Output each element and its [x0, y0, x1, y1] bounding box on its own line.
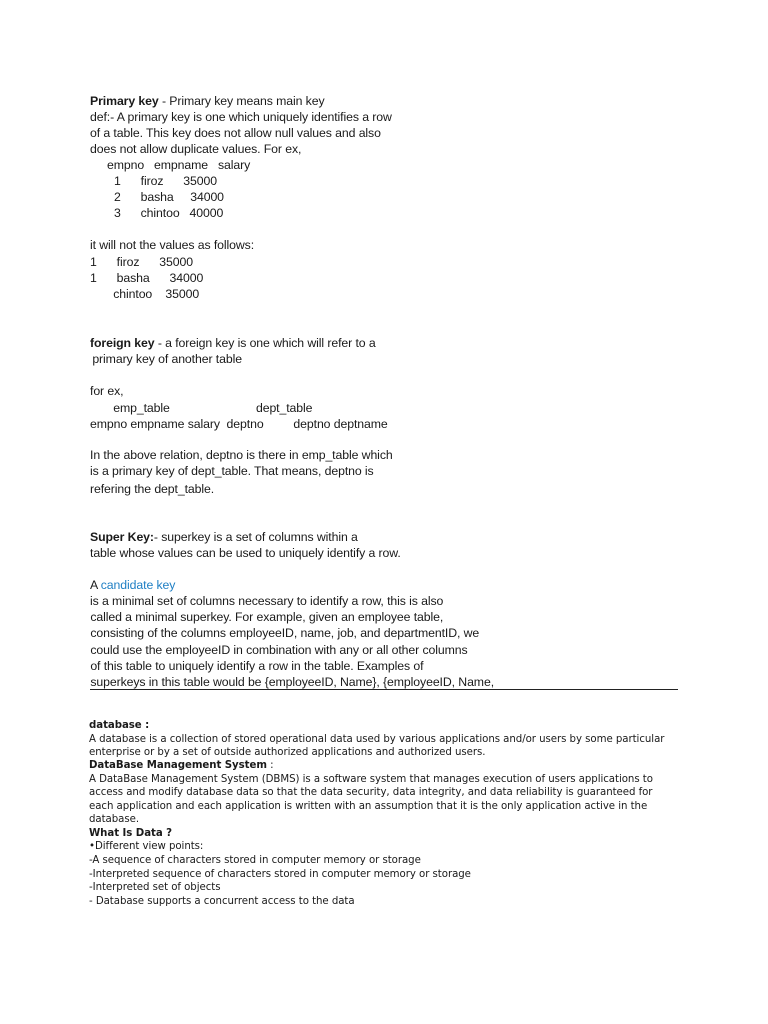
candidate-key-line: called a minimal superkey. For example, given an employee table,: [87, 610, 444, 624]
dbms-para-line: database.: [89, 814, 140, 825]
foreign-key-explain-line: refering the dept_table.: [90, 482, 215, 496]
foreign-key-explain-line: is a primary key of dept_table. That means, deptno is: [90, 464, 374, 478]
candidate-key-line: superkeys in this table would be {employeeID, Name}, {employeeID, Name,: [87, 675, 495, 689]
candidate-key-line: is a minimal set of columns necessary to identify a row, this is also: [90, 594, 444, 608]
super-key-heading-line: [90, 529, 358, 545]
candidate-key-heading-line: [90, 577, 175, 593]
data-point: -Interpreted set of objects: [89, 882, 221, 893]
data-point: - Database supports a concurrent access to the data: [89, 896, 355, 907]
what-is-data-heading: What Is Data ?: [89, 828, 173, 839]
foreign-key-heading-line: [90, 335, 376, 351]
primary-key-invalid-row: 1 firoz 35000: [90, 255, 193, 269]
database-para-line: A database is a collection of stored operational data used by various applications and/or users by some particular: [89, 734, 665, 745]
dbms-para-line: access and modify database data so that the data security, data integrity, and data reliability is guaranteed for: [89, 787, 653, 798]
dbms-para-line: A DataBase Management System (DBMS) is a software system that manages execution of users applications to: [89, 774, 653, 785]
candidate-key-line: of this table to uniquely identify a row in the table. Examples of: [87, 659, 424, 673]
primary-key-invalid-row: chintoo 35000: [90, 287, 200, 301]
dbms-para-line: each application and each application is written with an assumption that it is the only application active in the: [89, 801, 648, 812]
dbms-heading: DataBase Management System: [89, 760, 267, 771]
foreign-key-tables-line: emp_table dept_table: [90, 401, 313, 415]
primary-key-table-row: 3 chintoo 40000: [114, 206, 224, 220]
dbms-heading-suffix: :: [266, 760, 274, 771]
candidate-key-line: could use the employeeID in combination with any or all other columns: [87, 643, 468, 657]
super-key-line2: table whose values can be used to uniquely identify a row.: [90, 546, 401, 560]
primary-key-def-line: of a table. This key does not allow null values and also: [90, 126, 381, 140]
foreign-key-for-ex: for ex,: [90, 384, 124, 398]
foreign-key-heading: foreign key: [90, 336, 155, 350]
super-key-heading-rest: - superkey is a set of columns within a: [153, 530, 358, 544]
data-point: -A sequence of characters stored in computer memory or storage: [89, 855, 421, 866]
foreign-key-columns-line: empno empname salary deptno deptno deptname: [90, 417, 388, 431]
primary-key-def-line: does not allow duplicate values. For ex,: [90, 142, 302, 156]
primary-key-table-row: 1 firoz 35000: [114, 174, 217, 188]
candidate-key-prefix: A: [90, 578, 101, 592]
foreign-key-heading-rest: - a foreign key is one which will refer to a: [154, 336, 376, 350]
primary-key-invalid-row: 1 basha 34000: [90, 271, 204, 285]
data-point: -Interpreted sequence of characters stored in computer memory or storage: [89, 869, 471, 880]
primary-key-heading: Primary key: [90, 94, 159, 108]
candidate-key-line: consisting of the columns employeeID, name, job, and departmentID, we: [87, 626, 480, 640]
database-para-line: enterprise or by a set of outside authorized applications and authorized users.: [89, 747, 486, 758]
primary-key-def-line: def:- A primary key is one which uniquely identifies a row: [90, 110, 392, 124]
candidate-key-link[interactable]: candidate key: [100, 578, 176, 592]
database-heading: database :: [89, 720, 150, 731]
super-key-heading: Super Key:: [90, 530, 154, 544]
primary-key-invalid-intro: it will not the values as follows:: [90, 238, 255, 252]
dbms-heading-line: [89, 759, 274, 773]
foreign-key-line2: primary key of another table: [89, 352, 242, 366]
horizontal-divider: [90, 689, 678, 690]
primary-key-heading-rest: - Primary key means main key: [158, 94, 325, 108]
data-point: •Different view points:: [89, 841, 204, 852]
primary-key-table-row: 2 basha 34000: [114, 190, 224, 204]
foreign-key-explain-line: In the above relation, deptno is there in emp_table which: [90, 448, 393, 462]
primary-key-table-header: empno empname salary: [107, 158, 251, 172]
primary-key-heading-line: [90, 93, 325, 109]
